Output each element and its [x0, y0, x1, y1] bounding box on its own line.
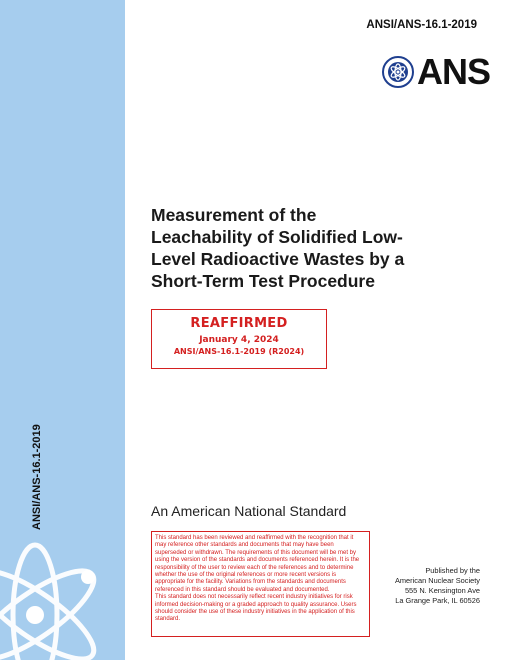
- publisher-line: La Grange Park, IL 60526: [395, 596, 480, 605]
- notice-line: may reference other standards and documents that may have been: [155, 542, 334, 549]
- notice-line: should consider the use of these industry initiatives in the application of this: [155, 609, 355, 616]
- publisher-line: 555 N. Kensington Ave: [404, 586, 480, 595]
- title-line: Level Radioactive Wastes by a: [151, 249, 405, 269]
- standard-label: An American National Standard: [151, 503, 347, 519]
- publisher-block: [395, 566, 480, 606]
- spine-document-id: ANSI/ANS-16.1-2019: [31, 424, 43, 530]
- notice-line: informed decision-making or a graded approach to quality assurance. Users: [155, 601, 357, 608]
- ans-wordmark: ANS: [417, 51, 491, 92]
- publisher-line: American Nuclear Society: [394, 576, 480, 585]
- reaffirmation-notice: [151, 531, 370, 637]
- notice-line: superseded or withdrawn. The requirements of this document will be met by: [155, 549, 356, 556]
- notice-line: appropriate for the facility. Variations from the standards and documents: [155, 579, 346, 586]
- publisher-line: Published by the: [425, 566, 480, 575]
- notice-line: referenced in this standard should be evaluated and documented.: [155, 586, 330, 593]
- reaffirmed-code: ANSI/ANS-16.1-2019 (R2024): [173, 347, 305, 356]
- title-line: Short-Term Test Procedure: [151, 271, 375, 291]
- notice-line: This standard does not necessarily reflect recent industry initiatives for risk: [155, 594, 353, 601]
- cover-sidebar: [0, 0, 125, 660]
- reaffirmed-label: REAFFIRMED: [190, 316, 288, 331]
- notice-line: This standard has been reviewed and reaffirmed with the recognition that it: [155, 535, 354, 541]
- notice-line: whether the use of the original references or more recent versions is: [155, 572, 337, 579]
- notice-line: using the version of the standards and documents referenced herein. It is the: [155, 557, 360, 564]
- atom-graphic: [0, 520, 125, 660]
- notice-line: responsibility of the user to review each of the references and to determine: [155, 564, 354, 571]
- title-line: Measurement of the: [151, 205, 317, 225]
- reaffirmed-date: January 4, 2024: [199, 335, 279, 345]
- title-line: Leachability of Solidified Low-: [151, 227, 403, 247]
- page-title: [151, 204, 481, 292]
- document-id: ANSI/ANS-16.1-2019: [366, 19, 477, 31]
- reaffirmed-stamp: [151, 309, 327, 369]
- notice-line: standard.: [155, 616, 181, 623]
